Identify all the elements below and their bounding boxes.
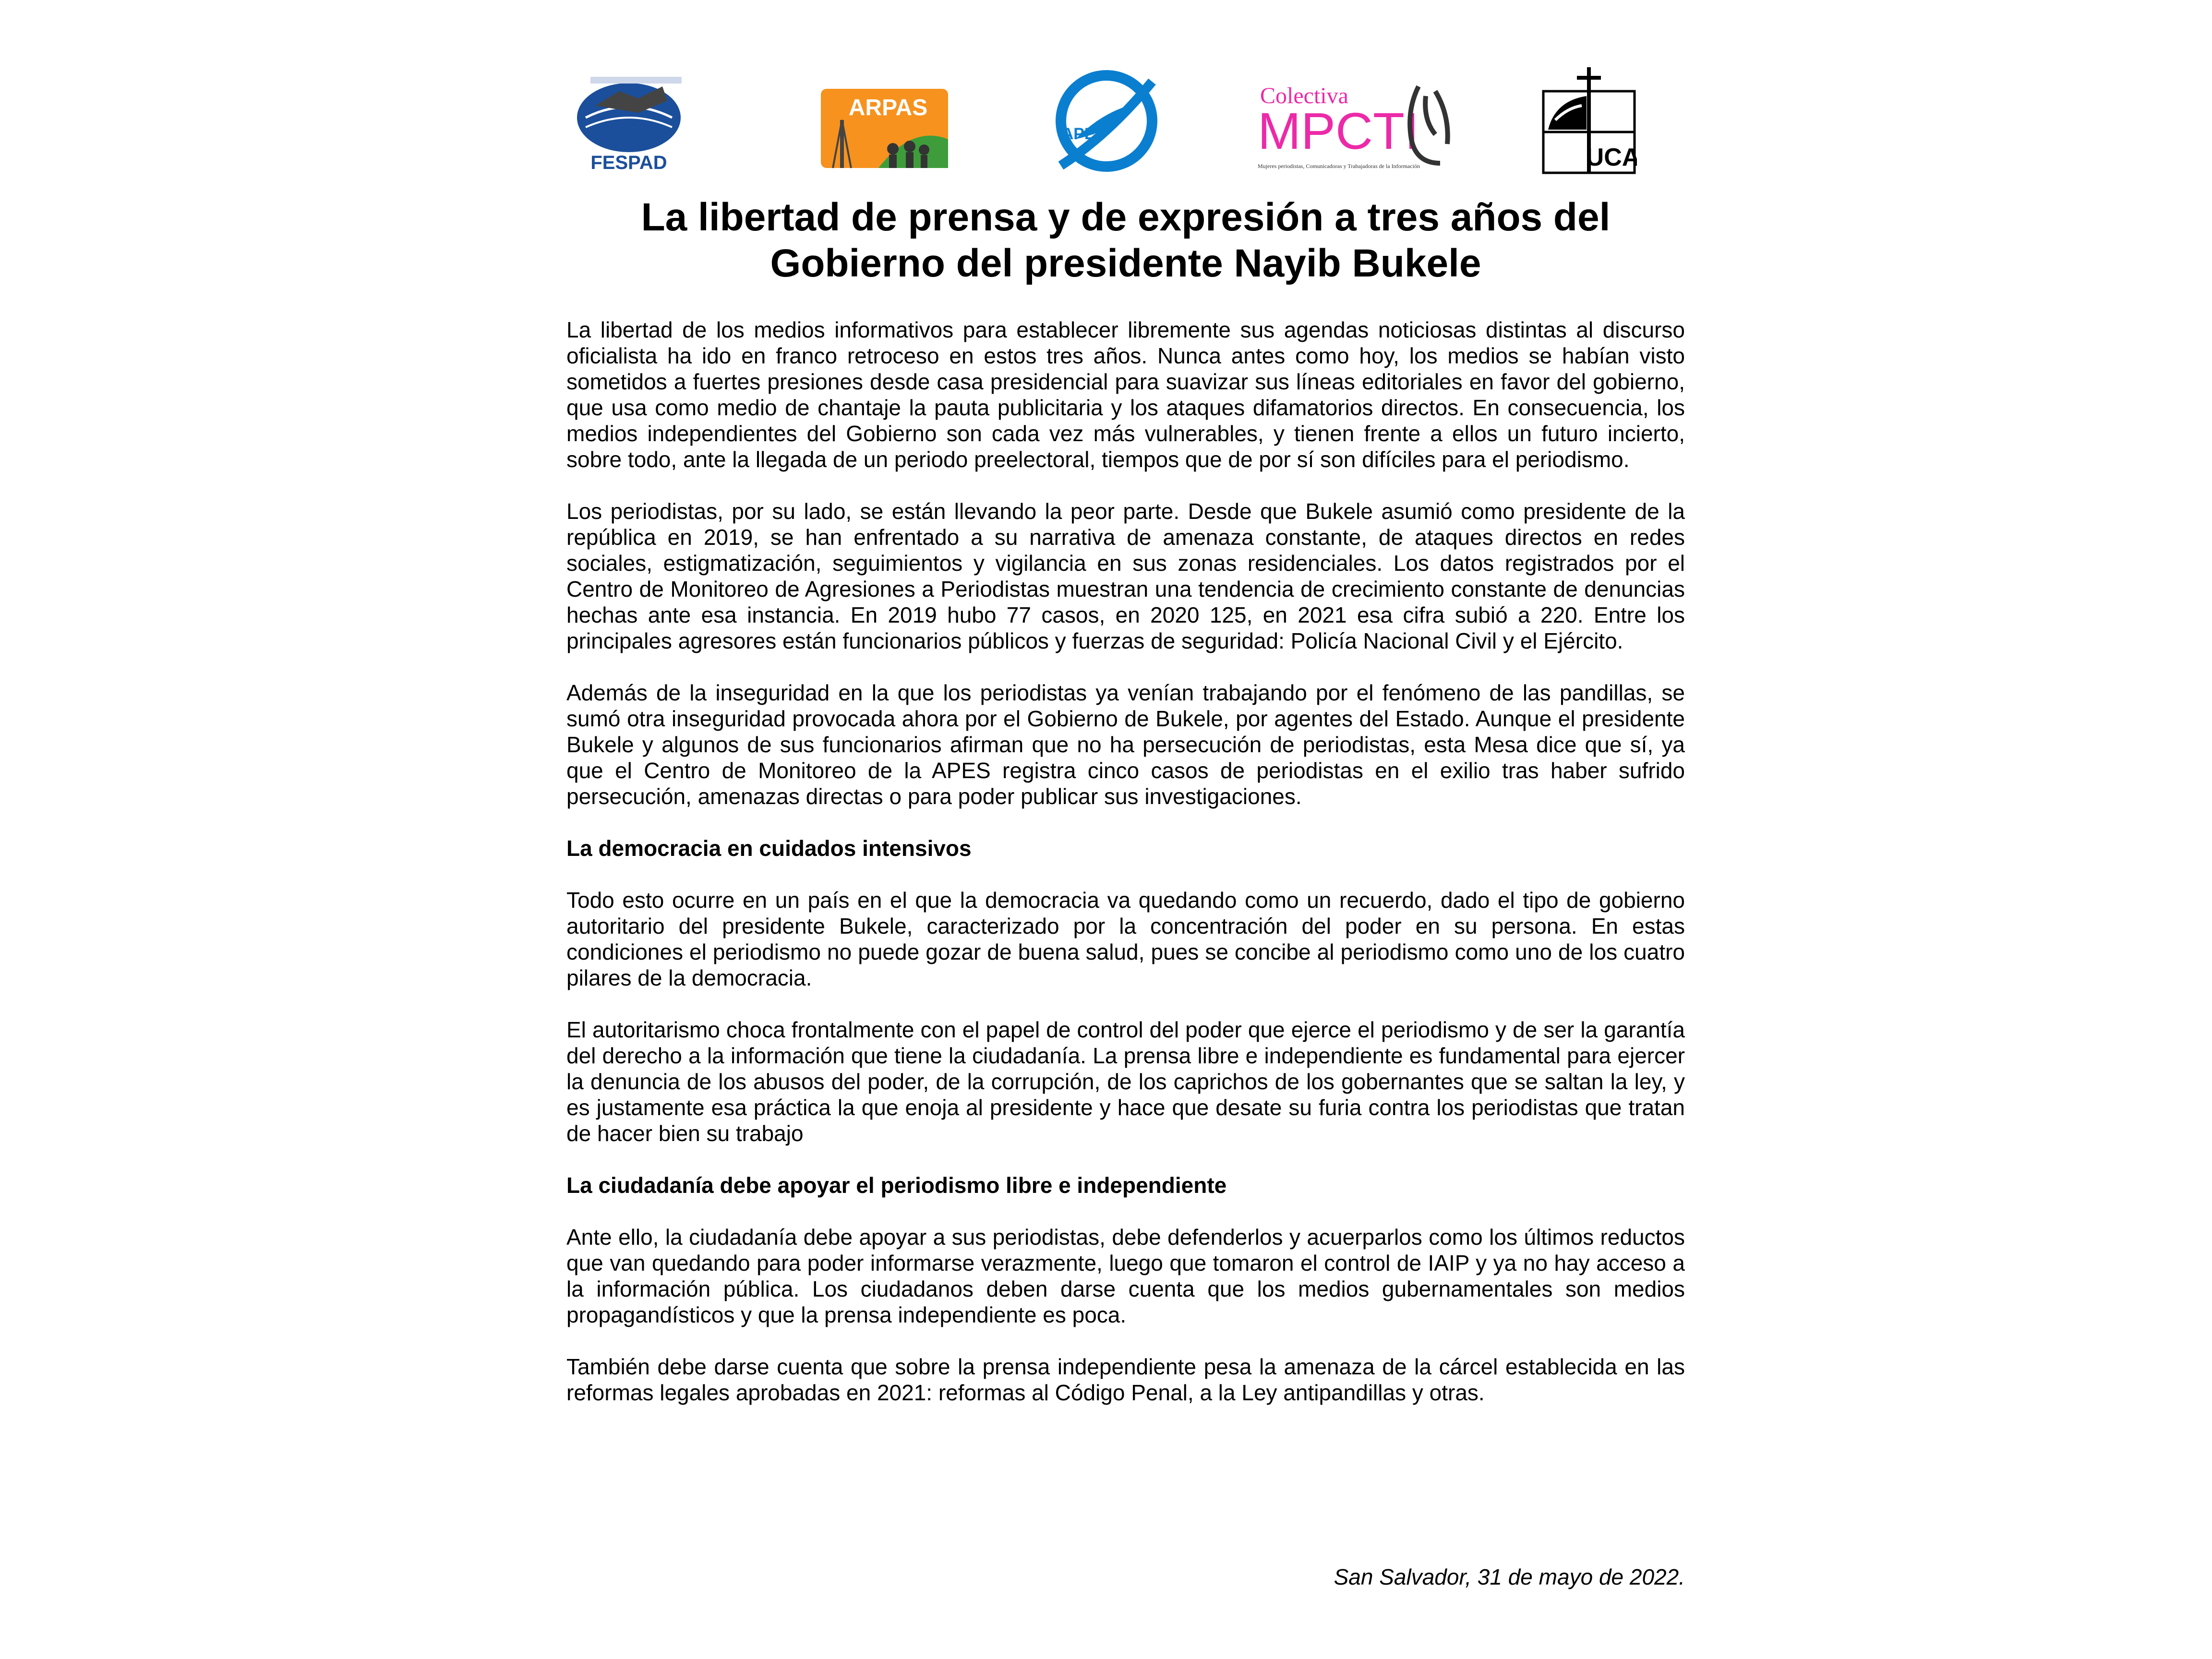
- logo-row: [566, 67, 1671, 178]
- arpas-logo: [821, 67, 948, 178]
- apes-logo: [1042, 67, 1166, 178]
- mpcti-logo-line1: Colectiva: [1260, 83, 1348, 108]
- fespad-logo: [566, 67, 691, 178]
- paragraph: La libertad de los medios informativos para establecer libremente sus agendas noticiosas distintas al discurso oficialista ha ido en franco retroceso en estos tres años. Nunca antes como hoy, los medios se habían visto sometidos a fuertes presiones desde casa presidencial para suavizar sus líneas editoriales en favor del gobierno, que usa como medio de chantaje la pauta publicitaria y los ataques difamatorios directos. En consecuencia, los medios independientes del Gobierno son cada vez más vulnerables, y tienen frente a ellos un futuro incierto, sobre todo, ante la llegada de un periodo preelectoral, tiempos que de por sí son difíciles para el periodismo.: [566, 317, 1685, 472]
- paragraph: Todo esto ocurre en un país en el que la democracia va quedando como un recuerdo, dado el tipo de gobierno autoritario del presidente Bukele, caracterizado por la concentración del poder en su persona. En estas condiciones el periodismo no puede gozar de buena salud, pues se concibe al periodismo como uno de los cuatro pilares de la democracia.: [566, 888, 1685, 990]
- section-heading: La democracia en cuidados intensivos: [566, 836, 972, 861]
- arpas-logo-name: ARPAS: [848, 95, 928, 120]
- paragraph: También debe darse cuenta que sobre la prensa independiente pesa la amenaza de la cárcel establecida en las reformas legales aprobadas en 2021: reformas al Código Penal, a la Ley antipandillas y otras.: [566, 1354, 1685, 1405]
- document-title: La libertad de prensa y de expresión a tres años del Gobierno del presidente Nayib Bukele: [641, 195, 1611, 285]
- uca-logo-name: UCA: [1586, 144, 1637, 171]
- mpcti-logo: [1258, 67, 1459, 178]
- document-body: [566, 317, 1685, 1431]
- fespad-logo-name: FESPAD: [590, 152, 667, 173]
- paragraph: Ante ello, la ciudadanía debe apoyar a sus periodistas, debe defenderlos y acuerparlos como los últimos reductos que van quedando para poder informarse verazmente, luego que tomaron el control de IAIP y ya no hay acceso a la información pública. Los ciudadanos deben darse cuenta que los medios gubernamentales son medios propagandísticos y que la prensa independiente es poca.: [566, 1225, 1685, 1327]
- paragraph: Además de la inseguridad en la que los periodistas ya venían trabajando por el fenómeno de las pandillas, se sumó otra inseguridad provocada ahora por el Gobierno de Bukele, por agentes del Estado. Aunque el presidente Bukele y algunos de sus funcionarios afirman que no ha persecución de periodistas, esta Mesa dice que sí, ya que el Centro de Monitoreo de la APES registra cinco casos de periodistas en el exilio tras haber sufrido persecución, amenazas directas o para poder publicar sus investigaciones.: [566, 680, 1685, 809]
- paragraph: Los periodistas, por su lado, se están llevando la peor parte. Desde que Bukele asumió como presidente de la república en 2019, se han enfrentado a su narrativa de amenaza constante, de ataques directos en redes sociales, estigmatización, seguimientos y vigilancia en sus zonas residenciales. Los datos registrados por el Centro de Monitoreo de Agresiones a Periodistas muestran una tendencia de crecimiento constante de denuncias hechas ante esa instancia. En 2019 hubo 77 casos, en 2020 125, en 2021 esa cifra subió a 220. Entre los principales agresores están funcionarios públicos y fuerzas de seguridad: Policía Nacional Civil y el Ejército.: [566, 499, 1685, 653]
- section-heading: La ciudadanía debe apoyar el periodismo libre e independiente: [566, 1173, 1227, 1198]
- place-date-signature: San Salvador, 31 de mayo de 2022.: [1334, 1564, 1685, 1589]
- paragraph: El autoritarismo choca frontalmente con el papel de control del poder que ejerce el periodismo y de ser la garantía del derecho a la información que tiene la ciudadanía. La prensa libre e independiente es fundamental para ejercer la denuncia de los abusos del poder, de la corrupción, de los caprichos de los gobernantes que se saltan la ley, y es justamente esa práctica la que enoja al presidente y hace que desate su furia contra los periodistas que tratan de hacer bien su trabajo: [566, 1017, 1685, 1146]
- mpcti-logo-line2: MPCTI: [1258, 102, 1419, 160]
- uca-logo: [1541, 67, 1637, 178]
- apes-logo-name: APES: [1061, 125, 1106, 143]
- mpcti-logo-tagline: Mujeres periodistas, Comunicadoras y Trabajadoras de la Información: [1258, 163, 1420, 169]
